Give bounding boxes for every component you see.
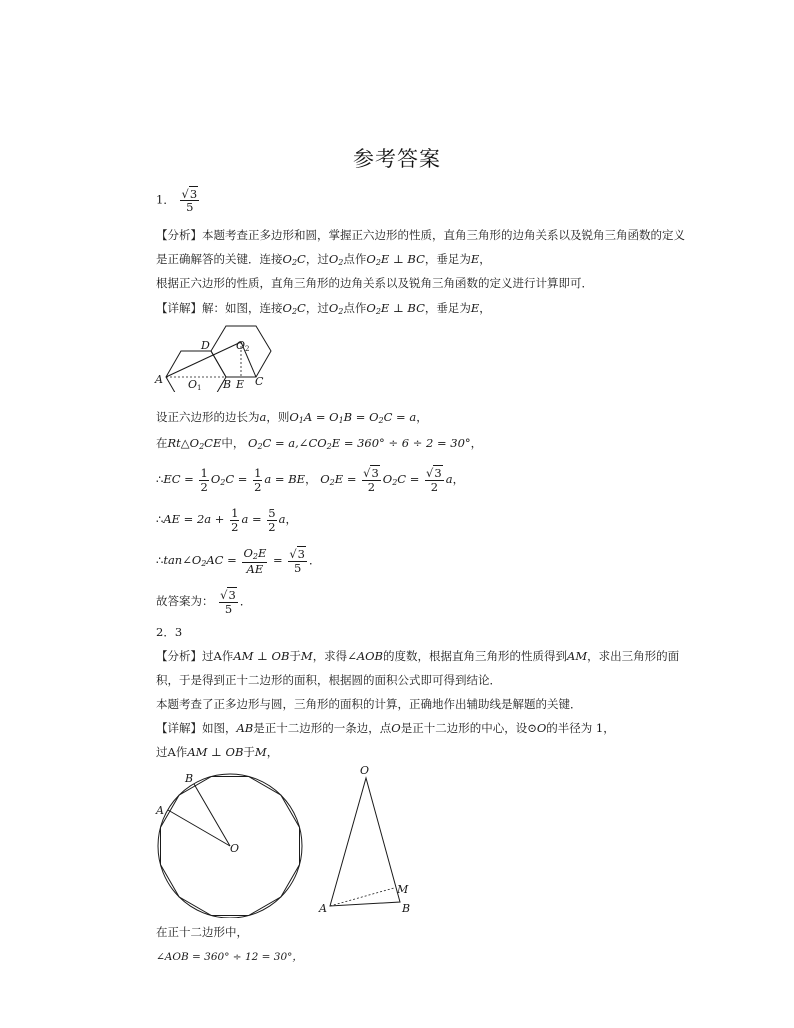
label-m-triangle: M — [397, 883, 409, 896]
q1-number: 1． — [156, 192, 175, 207]
label-a: A — [155, 373, 163, 386]
q1-hexagon-figure — [150, 322, 280, 392]
label-c: C — [255, 375, 264, 388]
q1-analysis-line-1: 【分析】本题考查正多边形和圆，掌握正六边形的性质，直角三角形的边角关系以及锐角三角函数的定义 — [156, 228, 685, 242]
q2-triangle-figure — [318, 760, 418, 920]
radius-oa — [168, 810, 230, 846]
q1-step-3: ∴EC = $\frac{1}{2}$ $O_2C$ = $\frac{1}{2}$ a = BE， $O_2E$ = $\frac{√3}{2}$ $O_2C$ = $\frac{√3}{2}$ a， — [156, 466, 465, 494]
label-b: B — [223, 378, 232, 391]
q1-answer-fraction: $\frac{√3}{5}$ — [181, 187, 198, 215]
q2-analysis-line-2: 积，于是得到正十二边形的面积，根据圆的面积公式即可得到结论． — [156, 673, 501, 687]
label-d: D — [201, 339, 210, 352]
label-o2: O2 — [236, 339, 250, 353]
label-b-triangle: B — [402, 902, 411, 915]
label-o1: O1 — [188, 378, 202, 392]
q1-step-5: $\therefore\tan\angle O_2AC$ = $\frac{O_2E}{AE}$ = $\frac{√3}{5}$ ． — [156, 546, 321, 576]
q1-step-1: 设正六边形的边长为a，则$O_1A = O_1B = O_2C = a$， — [156, 410, 428, 425]
label-o-circle: O — [230, 842, 240, 855]
q1-final-answer: 故答案为： $\frac{√3}{5}$ ． — [156, 588, 252, 616]
q1-answer — [156, 188, 201, 213]
q2-analysis-line-3: 本题考查了正多边形与圆，三角形的面积的计算，正确地作出辅助线是解题的关键． — [156, 697, 582, 711]
q1-step-4: ∴AE = 2a + $\frac{1}{2}$ a = $\frac{5}{2}$ a， — [156, 506, 297, 534]
page-title: 参考答案 — [353, 147, 441, 171]
q2-dodecagon-figure — [150, 768, 310, 918]
q2-analysis-line-1: 【分析】过A作AM ⊥ OB于M，求得∠AOB的度数，根据直角三角形的性质得到AM，求出三角形的面 — [156, 649, 680, 663]
q2-number: 2． — [156, 625, 175, 639]
label-e: E — [236, 378, 245, 391]
label-a-triangle: A — [319, 902, 327, 915]
label-b-circle: B — [185, 772, 194, 785]
q2-detail-line-4: ∠AOB = 360° ÷ 12 = 30°， — [156, 951, 303, 963]
q2-detail-line-3: 在正十二边形中， — [156, 925, 248, 939]
label-o-triangle: O — [360, 764, 370, 777]
q2-answer: 2．3 — [156, 625, 183, 639]
q1-detail-line-1: 【详解】解：如图，连接$O_2C$，过$O_2$点作$O_2E$ ⊥ BC，垂足为E， — [156, 301, 491, 316]
q1-step-2: 在$Rt\triangle O_2CE$中， $O_2C$ = $a,\angle CO_2E = 360^\circ \div 6 \div 2 = 30^\circ$， — [156, 436, 483, 451]
q1-analysis-line-2: 是正确解答的关键．连接$O_2C$，过$O_2$点作$O_2E$ ⊥ BC，垂足为E， — [156, 252, 491, 267]
q2-detail-line-2: 过A作AM ⊥ OB于M， — [156, 745, 279, 759]
q1-analysis-line-3: 根据正六边形的性质，直角三角形的边角关系以及锐角三角函数的定义进行计算即可． — [156, 276, 593, 290]
q2-detail-line-1: 【详解】如图，AB是正十二边形的一条边，点O是正十二边形的中心，设⊙O的半径为 1， — [156, 721, 615, 735]
label-a-circle: A — [156, 804, 164, 817]
radius-ob — [194, 784, 230, 846]
triangle-oab — [330, 778, 400, 906]
